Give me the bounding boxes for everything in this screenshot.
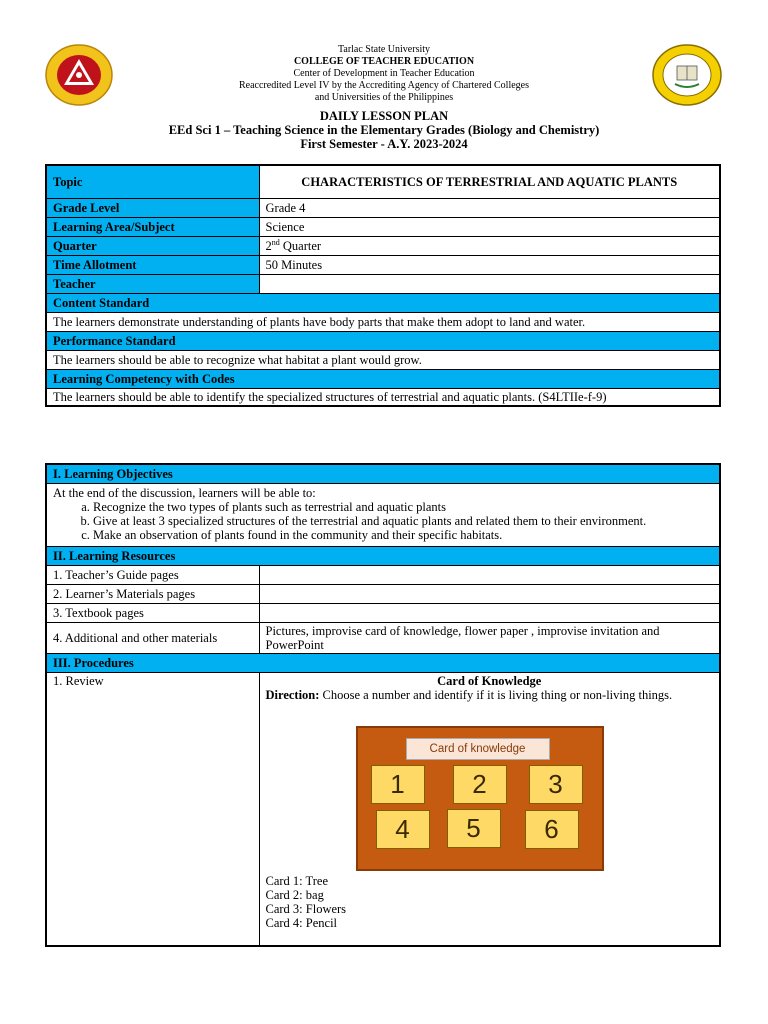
- teacher-label: Teacher: [46, 275, 259, 294]
- content-standard-label: Content Standard: [46, 294, 720, 313]
- topic-value: CHARACTERISTICS OF TERRESTRIAL AND AQUATIC PLANTS: [259, 165, 720, 199]
- resource-label: 4. Additional and other materials: [46, 623, 259, 654]
- card-answer: Card 1: Tree: [265, 874, 328, 888]
- number-card-1[interactable]: 1: [371, 765, 425, 804]
- resource-value: [259, 604, 720, 623]
- direction-label: Direction:: [265, 688, 320, 702]
- semester-title: First Semester - A.Y. 2023-2024: [300, 137, 468, 151]
- review-label: 1. Review: [46, 673, 259, 947]
- competency-value: The learners should be able to identify the specialized structures of terrestrial and aquatic plants. (S4LTIIe-f-9): [46, 389, 720, 407]
- resource-label: 1. Teacher’s Guide pages: [46, 566, 259, 585]
- quarter-number: 2: [265, 239, 272, 253]
- lesson-info-table: [45, 164, 721, 407]
- performance-standard-value: The learners should be able to recognize what habitat a plant would grow.: [46, 351, 720, 370]
- card-board: [356, 726, 604, 871]
- objective-item: b. Give at least 3 specialized structures of the terrestrial and aquatic plants and related them to their environment.: [93, 514, 713, 528]
- direction-text: [266, 688, 714, 702]
- quarter-suffix: Quarter: [279, 239, 322, 253]
- plan-title: DAILY LESSON PLAN: [319, 109, 449, 123]
- resource-value: [259, 566, 720, 585]
- center-line: Center of Development in Teacher Education: [293, 68, 475, 79]
- objectives-heading: I. Learning Objectives: [46, 464, 720, 484]
- card-heading: Card of Knowledge: [437, 674, 542, 688]
- content-standard-value: The learners demonstrate understanding of plants have body parts that make them adopt to land and water.: [46, 313, 720, 332]
- objectives-list: [53, 500, 713, 542]
- performance-standard-label: Performance Standard: [46, 332, 720, 351]
- number-card-4[interactable]: 4: [376, 810, 430, 849]
- resource-value: [259, 585, 720, 604]
- resources-heading: II. Learning Resources: [46, 547, 720, 566]
- time-value: 50 Minutes: [259, 256, 720, 275]
- card-answer: Card 3: Flowers: [265, 902, 347, 916]
- teacher-value: [259, 275, 720, 294]
- grade-value: Grade 4: [259, 199, 720, 218]
- accreditation-line: Reaccredited Level IV by the Accrediting Agency of Chartered Colleges: [239, 80, 529, 91]
- objective-item: a. Recognize the two types of plants such as terrestrial and aquatic plants: [93, 500, 713, 514]
- course-title: EEd Sci 1 – Teaching Science in the Elementary Grades (Biology and Chemistry): [168, 123, 600, 137]
- card-answer: Card 4: Pencil: [265, 916, 338, 930]
- card-board-title: Card of knowledge: [406, 738, 550, 760]
- lesson-body-table: [45, 463, 721, 947]
- number-card-6[interactable]: 6: [525, 810, 579, 849]
- resource-label: 2. Learner’s Materials pages: [46, 585, 259, 604]
- area-value: Science: [259, 218, 720, 237]
- objectives-intro: At the end of the discussion, learners will be able to:: [53, 486, 316, 500]
- objectives-body: [46, 484, 720, 547]
- direction-body: Choose a number and identify if it is living thing or non-living things.: [319, 688, 673, 702]
- quarter-ordinal: nd: [271, 237, 280, 247]
- number-card-3[interactable]: 3: [529, 765, 583, 804]
- topic-label: Topic: [46, 165, 259, 199]
- area-label: Learning Area/Subject: [46, 218, 259, 237]
- competency-label: Learning Competency with Codes: [46, 370, 720, 389]
- resource-value: Pictures, improvise card of knowledge, flower paper , improvise invitation and PowerPoint: [259, 623, 720, 654]
- quarter-value: [259, 237, 720, 256]
- accreditation-line-2: and Universities of the Philippines: [314, 92, 454, 103]
- document-title: [0, 109, 768, 151]
- resource-label: 3. Textbook pages: [46, 604, 259, 623]
- number-card-2[interactable]: 2: [453, 765, 507, 804]
- card-answers: [266, 874, 714, 930]
- review-content: [259, 673, 720, 947]
- university-name: Tarlac State University: [337, 44, 431, 55]
- time-label: Time Allotment: [46, 256, 259, 275]
- grade-label: Grade Level: [46, 199, 259, 218]
- number-card-5[interactable]: 5: [447, 809, 501, 848]
- quarter-label: Quarter: [46, 237, 259, 256]
- procedures-heading: III. Procedures: [46, 654, 720, 673]
- card-answer: Card 2: bag: [265, 888, 324, 902]
- objective-item: c. Make an observation of plants found in the community and their specific habitats.: [93, 528, 713, 542]
- college-name: COLLEGE OF TEACHER EDUCATION: [293, 56, 475, 67]
- institution-header: [0, 44, 768, 104]
